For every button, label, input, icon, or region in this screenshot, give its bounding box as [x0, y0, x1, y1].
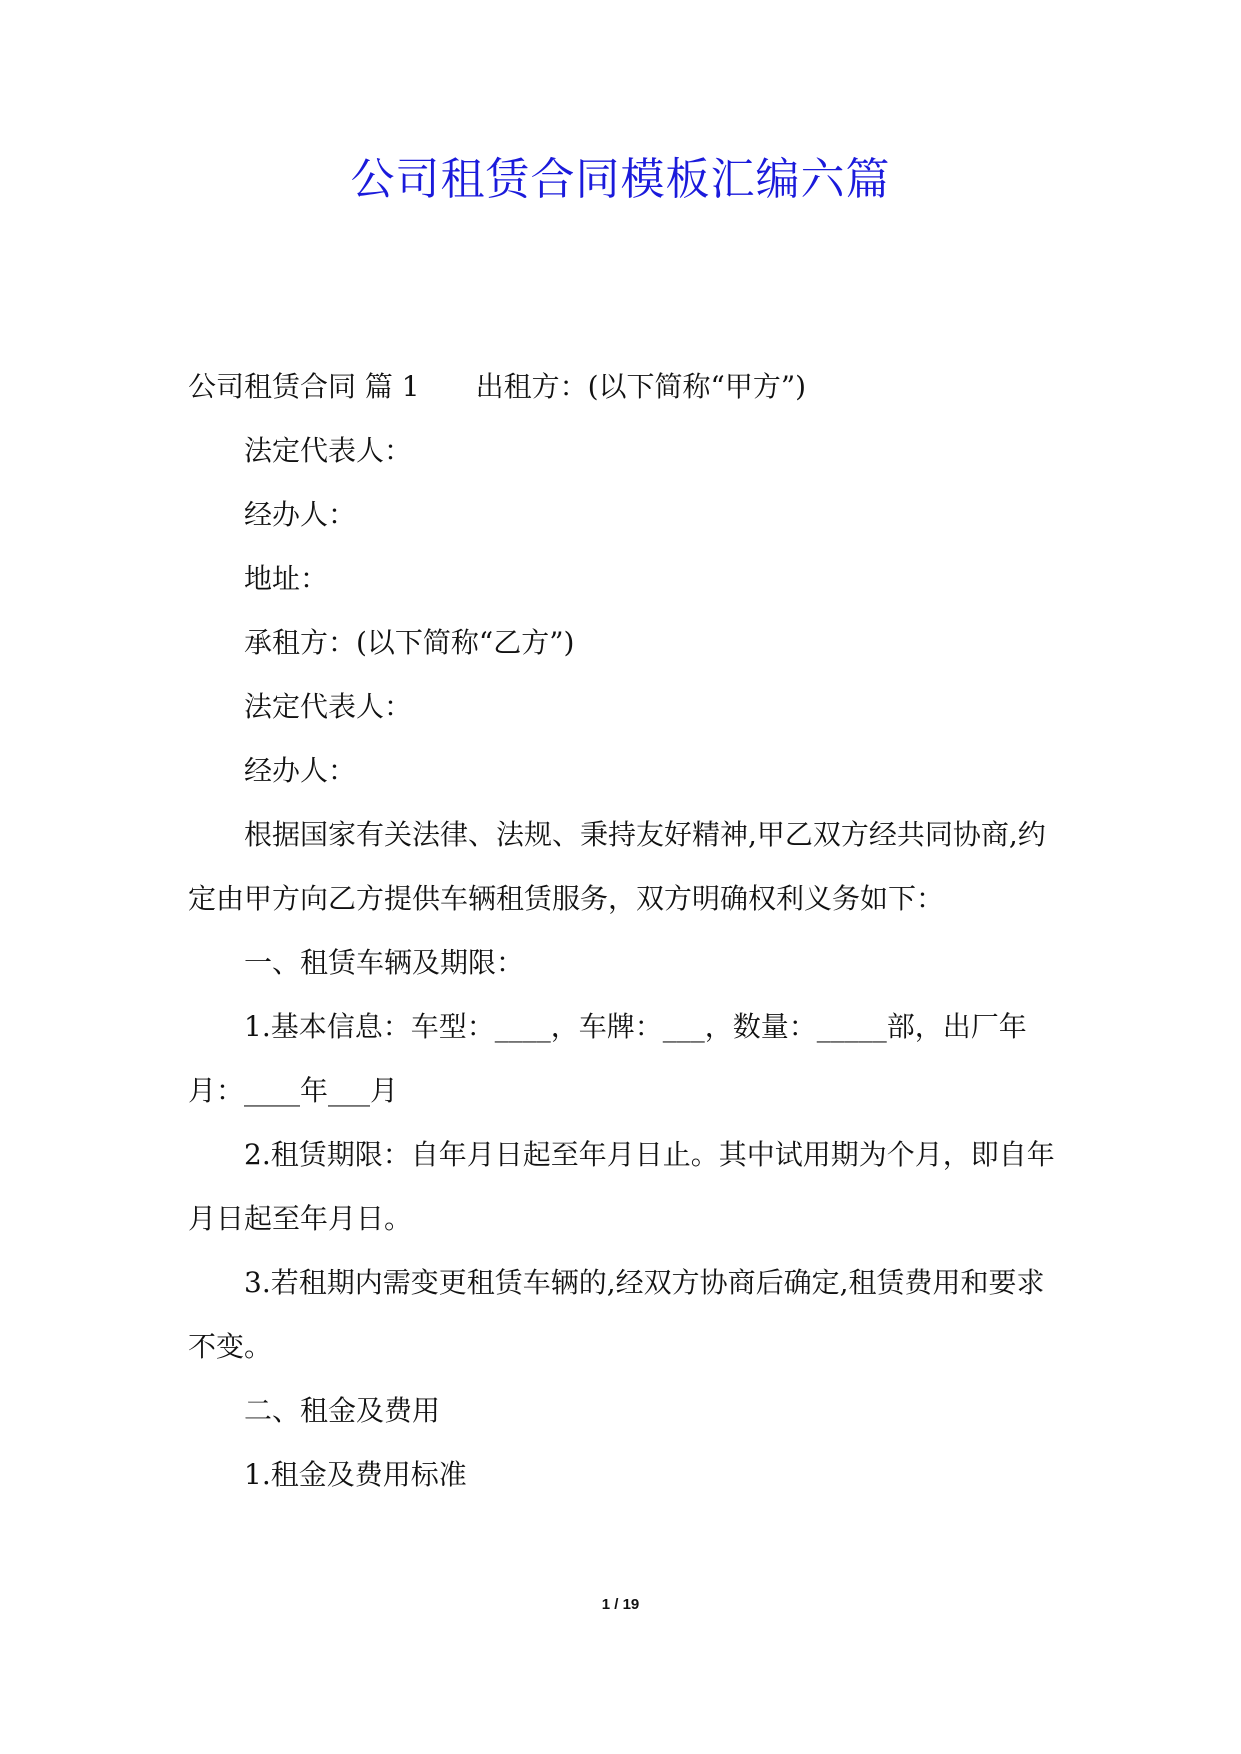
paragraph: 二、租金及费用 — [244, 1394, 441, 1427]
paragraph: 3.若租期内需变更租赁车辆的,经双方协商后确定,租赁费用和要求不变。 — [188, 1266, 1045, 1363]
first-line — [188, 355, 1058, 419]
paragraph: 经办人： — [244, 754, 357, 787]
paragraph: 经办人： — [244, 498, 357, 531]
page-number: 1 / 19 — [601, 1596, 640, 1613]
paragraph: 地址： — [244, 562, 329, 595]
paragraph: 法定代表人： — [244, 434, 413, 467]
paragraph: 一、租赁车辆及期限： — [244, 946, 525, 979]
paragraph: 1.基本信息：车型：____，车牌：___，数量：_____部，出厂年月：____年___月 — [188, 1010, 1027, 1107]
paragraph: 1.租金及费用标准 — [244, 1458, 467, 1491]
section-label: 公司租赁合同 篇 1 — [188, 370, 420, 403]
paragraph: 2.租赁期限：自年月日起至年月日止。其中试用期为个月，即自年月日起至年月日。 — [188, 1138, 1055, 1235]
document-body — [188, 355, 1058, 1507]
document-title: 公司租赁合同模板汇编六篇 — [350, 154, 891, 205]
paragraph: 根据国家有关法律、法规、秉持友好精神,甲乙双方经共同协商,约定由甲方向乙方提供车辆租赁服务，双方明确权利义务如下： — [188, 818, 1046, 915]
paragraph: 法定代表人： — [244, 690, 413, 723]
lessor-line: 出租方：(以下简称“甲方”) — [475, 370, 807, 403]
paragraph: 承租方：(以下简称“乙方”) — [244, 626, 575, 659]
